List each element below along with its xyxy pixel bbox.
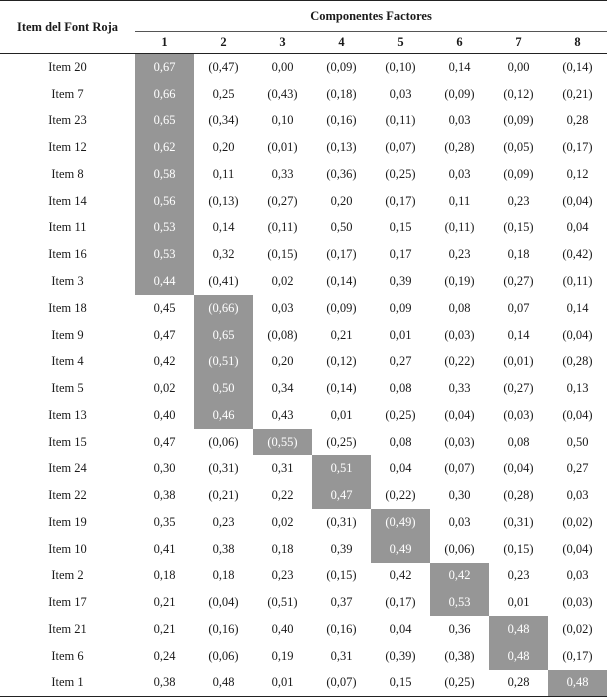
item-label: Item 5 [51,381,84,396]
loading-cell-highlighted: 0,53 [135,215,194,242]
loading-cell: 0,33 [271,166,294,181]
table-row [0,215,607,242]
loading-cell: (0,09) [326,59,357,74]
row-header-label: Item del Font Roja [0,1,135,54]
loading-cell: (0,18) [326,86,357,101]
loading-cell: 0,11 [448,193,471,208]
loading-cell: 0,48 [194,670,253,697]
loading-cell: 0,18 [507,247,530,262]
loading-cell: (0,17) [385,193,416,208]
loading-cell: 0,20 [212,140,235,155]
loading-cell-highlighted: 0,46 [194,402,253,429]
loading-cell-highlighted: 0,58 [135,161,194,188]
item-label: Item 9 [51,327,84,342]
loading-cell: (0,25) [385,407,416,422]
table-row [0,108,607,135]
loading-cell: 0,02 [271,514,294,529]
loading-cell: 0,21 [153,595,176,610]
loading-cell: (0,06) [208,648,239,663]
column-header-5: 5 [371,32,430,54]
loading-cell-highlighted: (0,49) [371,509,430,536]
loading-cell: 0,24 [153,648,176,663]
item-label: Item 1 [0,670,135,697]
loading-cell: 0,01 [330,407,353,422]
loading-cell: (0,05) [503,140,534,155]
loading-cell: (0,04) [562,193,593,208]
table-row [0,241,607,268]
loading-cell: (0,16) [326,621,357,636]
table-row [0,348,607,375]
loading-cell: 0,50 [330,220,353,235]
loading-cell: 0,42 [389,568,412,583]
loading-cell: 0,28 [566,113,589,128]
loading-cell-highlighted: 0,66 [135,81,194,108]
item-label: Item 17 [48,595,87,610]
loading-cell: (0,03) [444,327,475,342]
loading-cell: (0,38) [444,648,475,663]
loading-cell: (0,34) [208,113,239,128]
loading-cell: 0,04 [389,461,412,476]
loading-cell: (0,15) [503,541,534,556]
loading-cell: 0,03 [566,568,589,583]
loading-cell: (0,15) [326,568,357,583]
column-header-4: 4 [312,32,371,54]
loading-cell-highlighted: (0,55) [253,429,312,456]
loading-cell: (0,03) [444,434,475,449]
loading-cell: 0,03 [448,113,471,128]
table-row [0,268,607,295]
loading-cell: (0,07) [444,461,475,476]
loading-cell: (0,28) [503,488,534,503]
loading-cell-highlighted: 0,48 [489,643,548,670]
loading-cell: 0,27 [566,461,589,476]
loading-cell: 0,17 [389,247,412,262]
loading-cell: 0,18 [271,541,294,556]
item-label: Item 11 [48,220,87,235]
loading-cell: 0,20 [271,354,294,369]
loading-cell: 0,03 [389,86,412,101]
loading-cell: (0,12) [326,354,357,369]
loading-cell: 0,30 [448,488,471,503]
loading-cell: (0,25) [430,670,489,697]
loading-cell: (0,17) [562,648,593,663]
loading-cell: 0,47 [153,434,176,449]
loading-cell: (0,42) [562,247,593,262]
table-row [0,509,607,536]
table-row [0,322,607,349]
loading-cell: (0,11) [385,113,416,128]
group-header-label: Componentes Factores [135,1,607,32]
loading-cell: 0,08 [448,300,471,315]
item-label: Item 15 [48,434,87,449]
loading-cell: (0,09) [503,113,534,128]
loading-cell: 0,34 [271,381,294,396]
loading-cell-highlighted: (0,66) [194,295,253,322]
loading-cell-highlighted: 0,44 [135,268,194,295]
column-header-1: 1 [135,32,194,54]
loading-cell: 0,20 [330,193,353,208]
loading-cell: 0,31 [271,461,294,476]
item-label: Item 2 [51,568,84,583]
loading-cell: (0,14) [326,274,357,288]
item-label: Item 3 [51,274,84,288]
loading-cell: (0,13) [208,193,239,208]
item-label: Item 18 [48,300,87,315]
loading-cell: (0,03) [562,595,593,610]
loading-cell: (0,06) [208,434,239,449]
loading-cell: 0,03 [448,166,471,181]
loading-cell: (0,15) [503,220,534,235]
loading-cell: (0,21) [208,488,239,503]
loading-cell-highlighted: (0,51) [194,348,253,375]
loading-cell: (0,17) [385,595,416,610]
table-row [0,563,607,590]
column-header-8: 8 [548,32,607,54]
loading-cell: 0,36 [448,621,471,636]
loading-cell: (0,27) [267,193,298,208]
loading-cell: 0,04 [389,621,412,636]
loading-cell-highlighted: 0,65 [194,322,253,349]
item-label: Item 13 [48,407,87,422]
loading-cell: (0,51) [267,595,298,610]
table-row [0,670,607,697]
table-row [0,643,607,670]
loading-cell: 0,23 [212,514,235,529]
column-header-3: 3 [253,32,312,54]
loading-cell: (0,01) [267,140,298,155]
loading-cell: (0,06) [444,541,475,556]
loading-cell: 0,38 [135,670,194,697]
loading-cell: 0,23 [507,193,530,208]
item-label: Item 24 [48,461,87,476]
table-row [0,589,607,616]
loading-cell: (0,04) [503,461,534,476]
loading-cell-highlighted: 0,48 [489,616,548,643]
loading-cell-highlighted: 0,67 [135,54,194,81]
loading-cell: 0,40 [153,407,176,422]
loading-cell: (0,21) [562,86,593,101]
loading-cell-highlighted: 0,47 [312,482,371,509]
loading-cell: (0,11) [562,274,593,288]
loading-cell: (0,36) [326,166,357,181]
column-header-6: 6 [430,32,489,54]
table-row [0,295,607,322]
loading-cell: (0,17) [326,247,357,262]
item-label: Item 16 [48,247,87,262]
loading-cell-highlighted: 0,42 [430,563,489,590]
loading-cell: 0,03 [271,300,294,315]
loading-cell: (0,22) [444,354,475,369]
table-header [0,1,607,54]
loading-cell: 0,01 [389,327,412,342]
item-label: Item 4 [51,354,84,369]
loading-cell: 0,23 [271,568,294,583]
loading-cell: 0,38 [153,488,176,503]
loading-cell: (0,16) [208,621,239,636]
loading-cell: 0,23 [507,568,530,583]
item-label: Item 19 [48,514,87,529]
loading-cell: 0,10 [271,113,294,128]
loading-cell: 0,47 [153,327,176,342]
loading-cell: 0,40 [271,621,294,636]
loading-cell: 0,02 [153,381,176,396]
loading-cell-highlighted: 0,56 [135,188,194,215]
loading-cell: (0,27) [503,274,534,288]
loading-cell: (0,16) [326,113,357,128]
table-row [0,455,607,482]
loading-cell-highlighted: 0,49 [371,536,430,563]
loading-cell: (0,25) [385,166,416,181]
loading-cell: 0,28 [489,670,548,697]
item-label: Item 23 [48,113,87,128]
loading-cell: (0,07) [312,670,371,697]
loading-cell: (0,41) [208,274,239,288]
loading-cell: 0,33 [448,381,471,396]
loading-cell: 0,08 [507,434,530,449]
table-body [0,54,607,697]
loading-cell: (0,12) [503,86,534,101]
loading-cell: 0,04 [566,220,589,235]
loading-cell: (0,31) [503,514,534,529]
loading-cell: 0,14 [566,300,589,315]
item-label: Item 7 [51,86,84,101]
loading-cell: (0,01) [503,354,534,369]
loading-cell: 0,31 [330,648,353,663]
loading-cell: 0,15 [389,220,412,235]
loading-cell: 0,42 [153,354,176,369]
loading-cell: 0,18 [212,568,235,583]
table-row [0,402,607,429]
loading-cell: (0,22) [385,488,416,503]
loading-cell: 0,35 [153,514,176,529]
loading-cell: 0,25 [212,86,235,101]
loading-cell: (0,09) [503,166,534,181]
loading-cell: 0,12 [566,166,589,181]
item-label: Item 22 [48,488,87,503]
item-label: Item 12 [48,140,87,155]
loading-cell-highlighted: 0,62 [135,134,194,161]
loading-cell: (0,02) [562,621,593,636]
table-row [0,81,607,108]
table-row [0,375,607,402]
table-row [0,482,607,509]
loading-cell: (0,07) [385,140,416,155]
loading-cell: 0,22 [271,488,294,503]
loading-cell: 0,21 [153,621,176,636]
loading-cell: (0,14) [326,381,357,396]
loading-cell-highlighted: 0,51 [312,455,371,482]
loading-cell: 0,19 [271,648,294,663]
item-label: Item 10 [48,541,87,556]
loading-cell: 0,43 [271,407,294,422]
loading-cell: 0,14 [212,220,235,235]
loading-cell: (0,27) [503,381,534,396]
loading-cell: 0,00 [271,59,294,74]
loading-cell: 0,32 [212,247,235,262]
loading-cell: 0,03 [566,488,589,503]
loading-cell: (0,04) [444,407,475,422]
loading-cell: (0,47) [208,59,239,74]
loading-cell: 0,03 [448,514,471,529]
loading-cell: 0,23 [448,247,471,262]
loading-cell: 0,45 [153,300,176,315]
loading-cell: (0,11) [267,220,298,235]
loading-cell: (0,43) [267,86,298,101]
loading-cell: (0,25) [326,434,357,449]
loading-cell: (0,31) [208,461,239,476]
loading-cell-highlighted: 0,48 [548,670,607,697]
loading-cell: 0,14 [448,59,471,74]
loading-cell: 0,39 [330,541,353,556]
loading-cell: 0,27 [389,354,412,369]
loading-cell: (0,04) [208,595,239,610]
loading-cell: (0,31) [326,514,357,529]
loading-cell: (0,28) [444,140,475,155]
column-header-7: 7 [489,32,548,54]
loading-cell: (0,09) [326,300,357,315]
loading-cell: 0,14 [507,327,530,342]
loading-cell: 0,50 [566,434,589,449]
loading-cell: 0,02 [271,274,294,288]
loading-cell-highlighted: 0,53 [135,241,194,268]
item-label: Item 6 [51,648,84,663]
table-row [0,188,607,215]
loading-cell: (0,10) [385,59,416,74]
loading-cell: (0,03) [503,407,534,422]
loading-cell: (0,04) [562,407,593,422]
loading-cell: 0,38 [212,541,235,556]
loading-cell: 0,08 [389,434,412,449]
table-row [0,616,607,643]
item-label: Item 21 [48,621,87,636]
loading-cell: 0,13 [566,381,589,396]
loading-cell: 0,30 [153,461,176,476]
loading-cell: 0,01 [253,670,312,697]
loading-cell: (0,08) [267,327,298,342]
loading-cell: (0,39) [385,648,416,663]
loading-cell: (0,28) [562,354,593,369]
loading-cell: (0,02) [562,514,593,529]
loading-cell: 0,01 [507,595,530,610]
loading-cell: 0,08 [389,381,412,396]
table-row [0,54,607,81]
loading-cell-highlighted: 0,50 [194,375,253,402]
item-label: Item 8 [51,166,84,181]
loading-cell: (0,11) [444,220,475,235]
loading-cell: 0,07 [507,300,530,315]
loading-cell: 0,11 [212,166,235,181]
loading-cell: (0,17) [562,140,593,155]
loading-cell: (0,04) [562,541,593,556]
table-row [0,134,607,161]
loading-cell: 0,41 [153,541,176,556]
loading-cell: 0,18 [153,568,176,583]
loading-cell-highlighted: 0,65 [135,108,194,135]
loading-cell: (0,04) [562,327,593,342]
loading-cell: (0,15) [267,247,298,262]
loading-cell: 0,37 [330,595,353,610]
loading-cell: (0,19) [444,274,475,288]
table-row [0,429,607,456]
loading-cell: 0,39 [389,274,412,288]
loading-cell: 0,15 [371,670,430,697]
column-header-2: 2 [194,32,253,54]
loading-cell: (0,14) [562,59,593,74]
table-row [0,536,607,563]
item-label: Item 14 [48,193,87,208]
loading-cell: 0,21 [330,327,353,342]
loading-cell: (0,13) [326,140,357,155]
table-row [0,161,607,188]
loading-cell: (0,09) [444,86,475,101]
loading-cell-highlighted: 0,53 [430,589,489,616]
item-label: Item 20 [48,59,87,74]
loading-cell: 0,00 [507,59,530,74]
loading-cell: 0,09 [389,300,412,315]
